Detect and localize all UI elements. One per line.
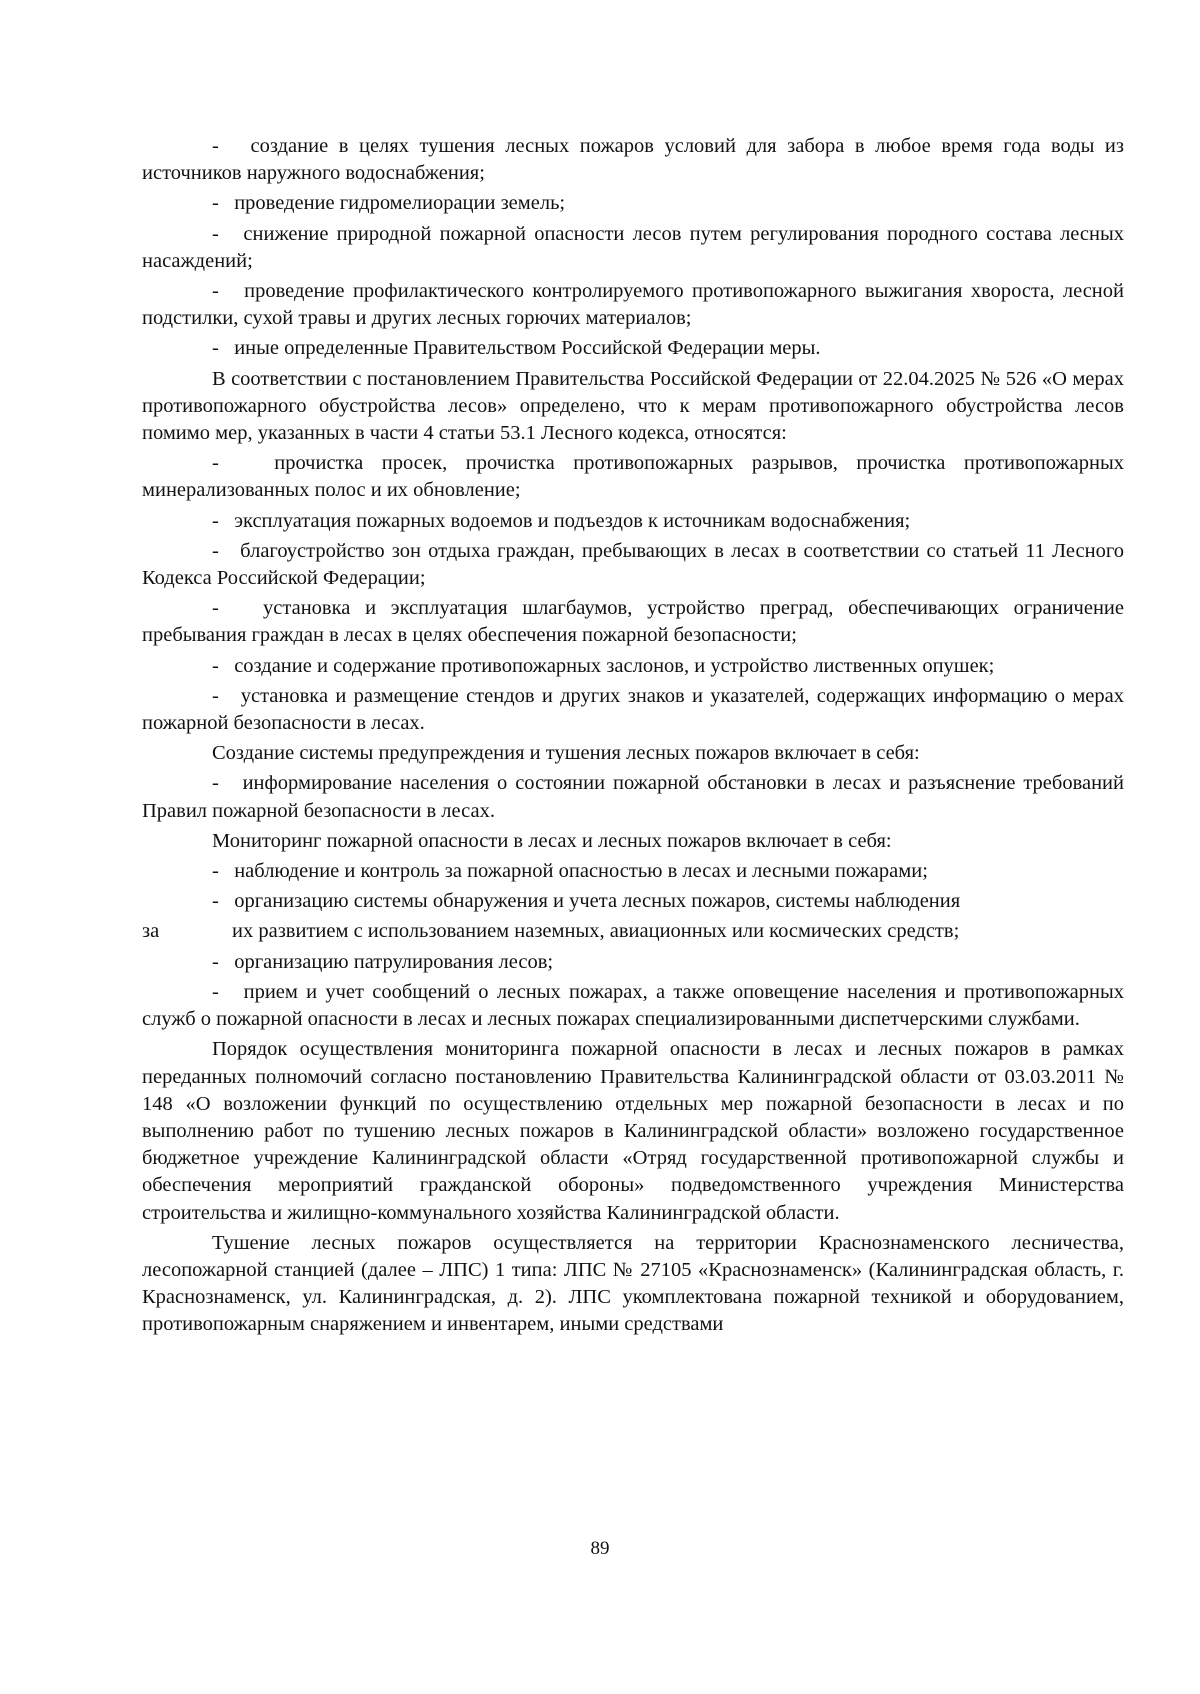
list-item-continuation (142, 918, 1124, 945)
list-item: - проведение профилактического контролируемого противопожарного выжигания хвороста, лесной подстилки, сухой травы и других лесных горючих материалов; (142, 280, 1124, 330)
body-paragraph: Порядок осуществления мониторинга пожарной опасности в лесах и лесных пожаров в рамках переданных полномочий согласно постановлению Правительства Калининградской области от 03.03.2011 № 148 «О возложении функций по осуществлению отдельных мер пожарной безопасности в лесах и по выполнению работ по тушению лесных пожаров в Калининградской области» возложено государственное бюджетное учреждение Калининградской области «Отряд государственной противопожарной службы и обеспечения мероприятий гражданской обороны» подведомственного учреждения Министерства строительства и жилищно-коммунального хозяйства Калининградской области. (142, 1038, 1124, 1224)
list-item: - установка и размещение стендов и других знаков и указателей, содержащих информацию о мерах пожарной безопасности в лесах. (142, 684, 1124, 735)
list-item: - эксплуатация пожарных водоемов и подъездов к источникам водоснабжения; (212, 509, 911, 532)
body-paragraph: Создание системы предупреждения и тушения лесных пожаров включает в себя: (212, 742, 920, 765)
body-paragraph: Тушение лесных пожаров осуществляется на территории Краснознаменского лесничества, лесопожарной станцией (далее – ЛПС) 1 типа: ЛПС № 27105 «Краснознаменск» (Калининградская область, г. Краснознаменск, ул. Калининградская, д. 2). ЛПС укомплектована пожарной техникой и оборудованием, противопожарным снаряжением и инвентарем, иными средствами (142, 1231, 1124, 1336)
document-page (142, 133, 1124, 1339)
page-number: 89 (590, 1538, 610, 1559)
list-item: - создание и содержание противопожарных заслонов, и устройство лиственных опушек; (212, 654, 995, 677)
list-item: - наблюдение и контроль за пожарной опасностью в лесах и лесными пожарами; (212, 860, 928, 883)
list-item: - прием и учет сообщений о лесных пожарах, а также оповещение населения и противопожарных служб о пожарной опасности в лесах и лесных пожарах специализированными диспетчерскими службами. (142, 980, 1124, 1031)
list-item-continuation-text: их развитием с использованием наземных, авиационных или космических средств; (232, 920, 960, 943)
list-item: - информирование населения о состоянии пожарной обстановки в лесах и разъяснение требований Правил пожарной безопасности в лесах. (142, 772, 1124, 822)
list-item: - организацию системы обнаружения и учета лесных пожаров, системы наблюдения (212, 890, 961, 913)
list-item: - установка и эксплуатация шлагбаумов, устройство преград, обеспечивающих ограничение пребывания граждан в лесах в целях обеспечения пожарной безопасности; (142, 597, 1124, 647)
list-item-continuation-word: за (142, 920, 160, 943)
body-paragraph: В соответствии с постановлением Правительства Российской Федерации от 22.04.2025 № 526 «О мерах противопожарного обустройства лесов» определено, что к мерам противопожарного обустройства лесов помимо мер, указанных в части 4 статьи 53.1 Лесного кодекса, относятся: (142, 367, 1124, 445)
list-item: - благоустройство зон отдыха граждан, пребывающих в лесах в соответствии со статьей 11 Лесного Кодекса Российской Федерации; (142, 539, 1124, 590)
list-item: - создание в целях тушения лесных пожаров условий для забора в любое время года воды из источников наружного водоснабжения; (142, 135, 1124, 185)
body-paragraph: Мониторинг пожарной опасности в лесах и лесных пожаров включает в себя: (212, 829, 892, 852)
list-item: - снижение природной пожарной опасности лесов путем регулирования породного состава лесных насаждений; (142, 222, 1124, 272)
list-item: - иные определенные Правительством Российской Федерации меры. (212, 337, 821, 360)
list-item: - прочистка просек, прочистка противопожарных разрывов, прочистка противопожарных минерализованных полос и их обновление; (142, 452, 1124, 502)
list-item: - проведение гидромелиорации земель; (212, 192, 566, 215)
list-item: - организацию патрулирования лесов; (212, 950, 554, 973)
